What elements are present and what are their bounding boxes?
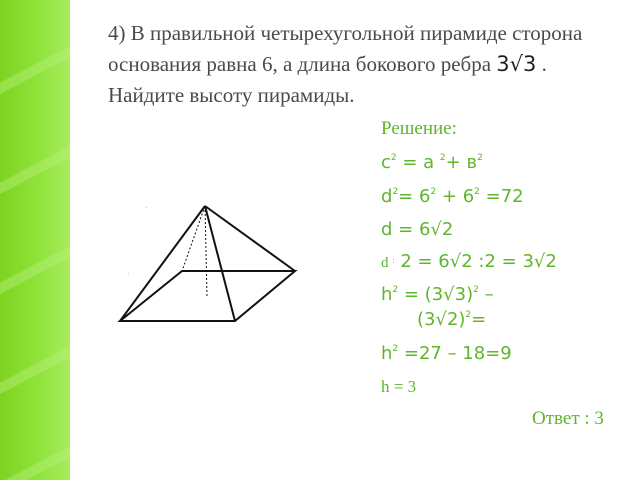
height-result: h = 3	[381, 377, 417, 396]
formula-height-value: $h^2 =27 - 18=9$	[381, 343, 512, 364]
solution-heading: Решение:	[381, 118, 457, 139]
formula-diagonal-squared: $d^2= 6^2 + 6^2 =72$	[381, 186, 524, 207]
pyramid-base	[120, 271, 295, 321]
formula-height-squared-cont: $(3√2)^2=$	[417, 309, 487, 330]
formula-diagonal: d = 6√2	[381, 219, 454, 240]
problem-statement	[108, 18, 628, 111]
answer: Ответ : 3	[532, 408, 604, 429]
pyramid-diagram	[110, 195, 310, 330]
hidden-edge	[182, 206, 205, 271]
decorative-side-bar	[0, 0, 70, 480]
edge-length: 3√3	[496, 52, 537, 76]
diagonal-stripes-decoration	[0, 0, 70, 480]
problem-question: . Найдите высоту пирамиды.	[108, 52, 547, 107]
formula-pythagoras: $с^2 = а$ $^2+ в^2$	[381, 152, 483, 173]
pyramid-height	[205, 206, 207, 296]
formula-half-diagonal: d : 2 = 6√2 :2 = 3√2	[381, 251, 557, 272]
problem-text: 4) В правильной четырехугольной пирамиде сторона основания равна 6, а длина бокового ребра	[108, 21, 583, 76]
lateral-edge	[120, 206, 205, 321]
formula-height-squared: $h^2 = (3√3)^2$ –	[381, 284, 494, 305]
